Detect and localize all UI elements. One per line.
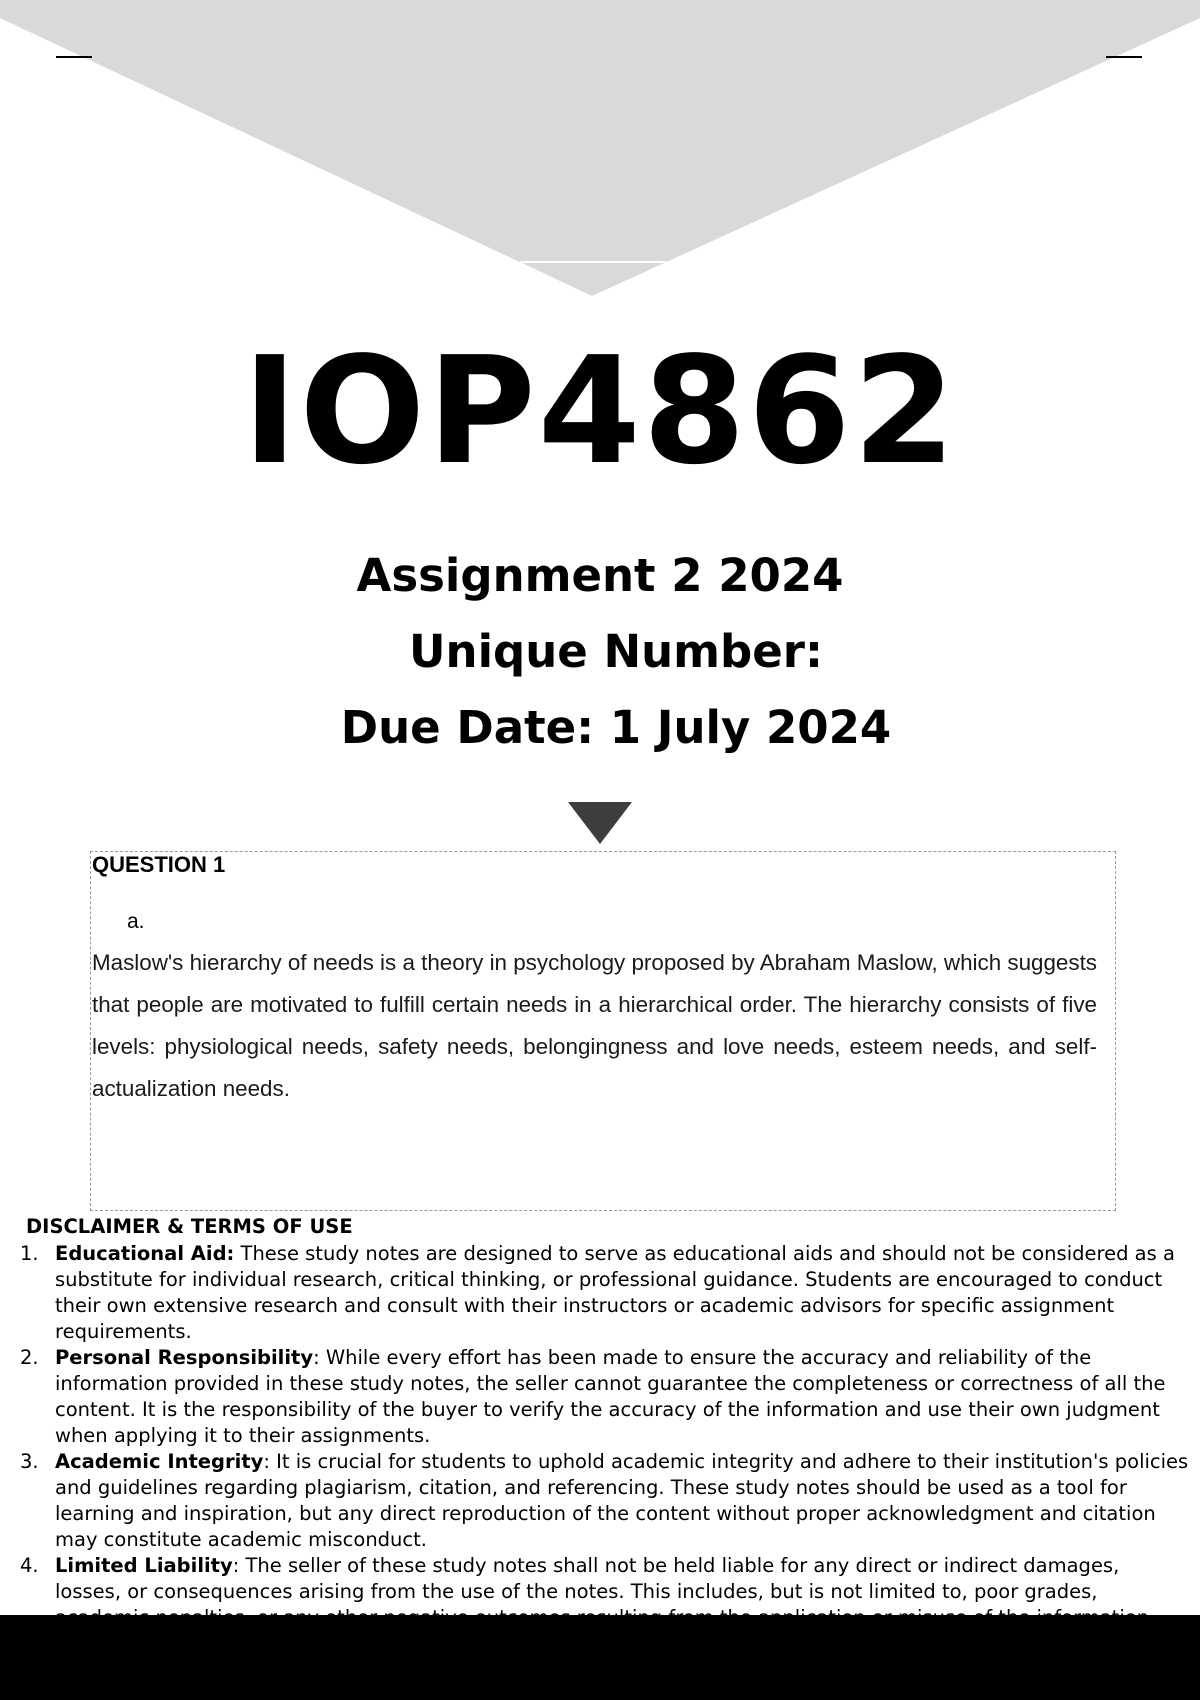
corner-mark-right (1106, 56, 1142, 58)
term-number: 3. (20, 1450, 39, 1473)
down-triangle-icon (568, 802, 632, 844)
term-heading: Limited Liability (55, 1554, 233, 1577)
corner-mark-left (56, 56, 92, 58)
term-number: 1. (20, 1242, 39, 1265)
term-heading: Academic Integrity (55, 1450, 264, 1473)
banner-chevron-shape (0, 0, 1200, 296)
assignment-heading: Assignment 2 2024 (356, 549, 844, 602)
term-heading: Educational Aid: (55, 1242, 235, 1265)
unique-number-heading: Unique Number: (409, 625, 823, 678)
course-code-title: IOP4862 (242, 325, 958, 497)
term-number: 2. (20, 1346, 39, 1369)
term-number: 4. (20, 1554, 39, 1577)
term-text: : The seller of these study notes shall not be held liable for any direct or indirect damages, losses, or consequences arising from the use of the notes. This includes, but is not limited to, poor grades, (55, 1554, 1120, 1603)
term-item (0, 1449, 1190, 1553)
term-text: : While every effort has been made to ensure the accuracy and reliability of the information provided in these study notes, the seller cannot guarantee the completeness or correctness of all the content. It is the responsibility of the buyer to verify the accuracy of the information and use their own judgment when applying it to their assignments. (55, 1346, 1166, 1447)
term-heading: Personal Responsibility (55, 1346, 314, 1369)
term-text: : It is crucial for students to uphold academic integrity and adhere to their institution's policies and guidelines regarding plagiarism, citation, and referencing. These study notes should be used as a tool for learning and inspiration, but any direct reproduction of the content without proper acknowledgment and citation may constitute academic misconduct. (55, 1450, 1189, 1551)
due-date-heading: Due Date: 1 July 2024 (340, 701, 892, 754)
bottom-black-bar (0, 1615, 1200, 1700)
term-item (0, 1241, 1190, 1345)
cover-banner (0, 0, 1200, 300)
answer-paragraph: Maslow's hierarchy of needs is a theory in psychology proposed by Abraham Maslow, which suggests that people are motivated to fulfill certain needs in a hierarchical order. The hierarchy consists of five levels: physiological needs, safety needs, belongingness and love needs, esteem needs, and self-actualization needs. (92, 950, 1097, 1101)
question-sub-label: a. (127, 910, 145, 933)
disclaimer-title: DISCLAIMER & TERMS OF USE (26, 1215, 353, 1238)
term-item (0, 1345, 1190, 1449)
term-text: These study notes are designed to serve as educational aids and should not be considered as a substitute for individual research, critical thinking, or professional guidance. Students are encouraged to conduct their own extensive research and consult with their instructors or academic advisors for specific assignment requirements. (55, 1242, 1175, 1343)
question-title: QUESTION 1 (92, 852, 226, 877)
terms-list (0, 1241, 1190, 1631)
